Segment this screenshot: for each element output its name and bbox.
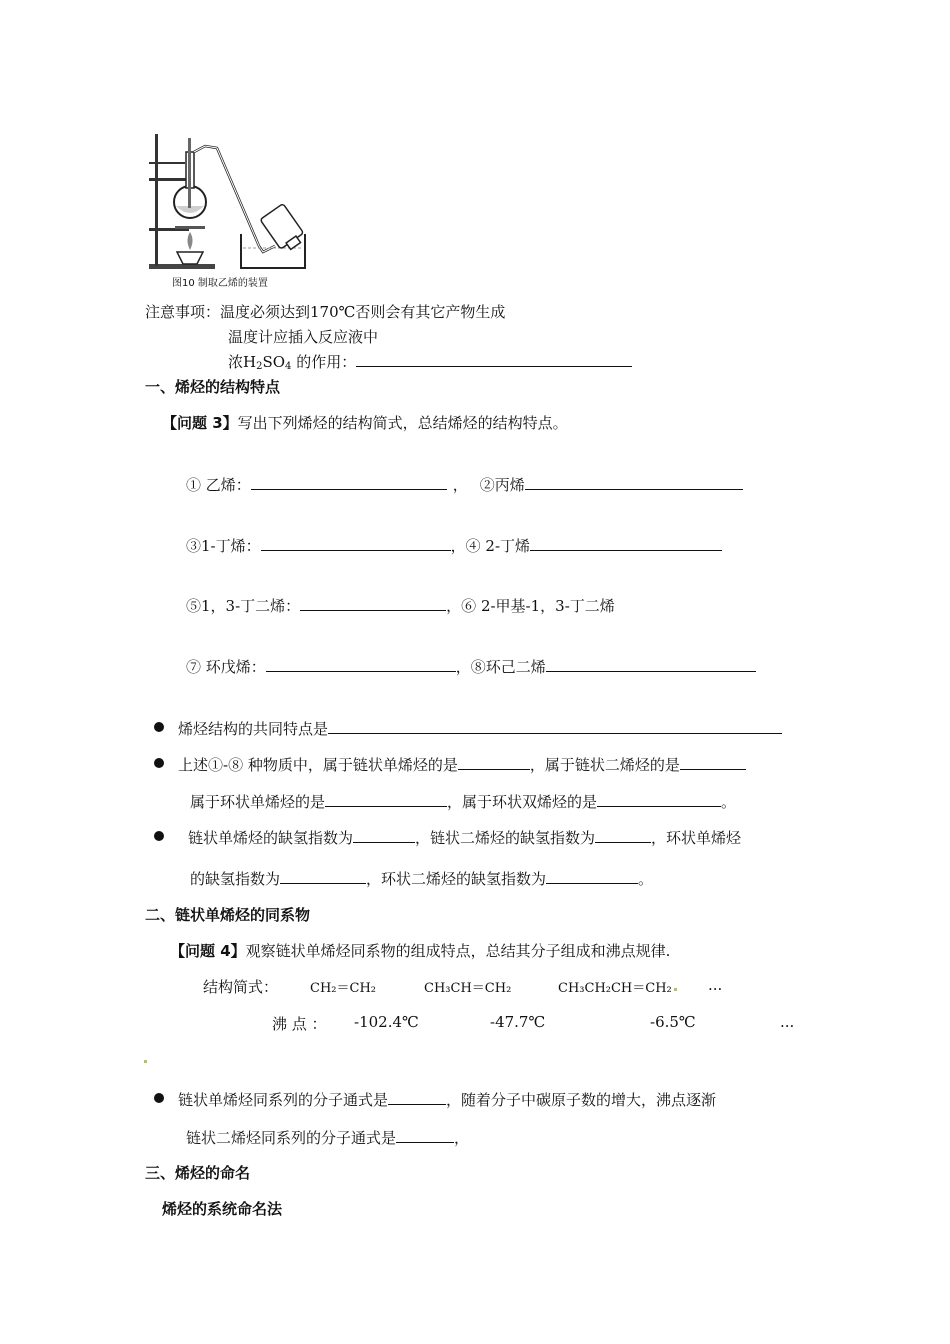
- answer-blank[interactable]: [280, 867, 366, 884]
- bullet-icon: [154, 758, 164, 768]
- item-row-1: ① 乙烯： ， ②丙烯: [186, 473, 743, 495]
- answer-blank[interactable]: [525, 473, 743, 490]
- bullet-classify: 上述①-⑧ 种物质中，属于链状单烯烃的是 ，属于链状二烯烃的是: [154, 753, 746, 775]
- note-thermometer: 温度计应插入反应液中: [228, 328, 379, 346]
- section3-title: 三、烯烃的命名: [145, 1164, 251, 1182]
- notes-label: 注意事项：: [145, 303, 221, 321]
- formula-ellipsis: ...: [708, 976, 723, 994]
- apparatus-figure: [145, 130, 315, 290]
- bullet-common-feature: 烯烃结构的共同特点是: [154, 717, 782, 739]
- bp-propylene: -47.7℃: [490, 1013, 546, 1031]
- ethylene-apparatus-illustration: [145, 130, 315, 275]
- formula-label: 结构简式：: [203, 978, 279, 996]
- formula-butene: CH₃CH₂CH＝CH₂: [558, 981, 672, 996]
- marker-dot: [144, 1060, 147, 1063]
- formula-propylene: CH₃CH＝CH₂: [424, 981, 512, 996]
- marker-dot: [674, 988, 677, 991]
- diene-formula-line: 链状二烯烃同系列的分子通式是 ，: [186, 1126, 469, 1148]
- item-row-2: ③1-丁烯： ，④ 2-丁烯: [186, 534, 722, 556]
- question3-text: 写出下列烯烃的结构简式，总结烯烃的结构特点。: [237, 414, 568, 432]
- answer-blank[interactable]: [356, 350, 632, 367]
- item-row-3: ⑤1，3-丁二烯： ，⑥ 2-甲基-1，3-丁二烯: [186, 594, 615, 616]
- bullet-formula-trend: 链状单烯烃同系列的分子通式是 ，随着分子中碳原子数的增大，沸点逐渐: [154, 1088, 716, 1110]
- bp-label: 沸 点 ：: [272, 1015, 327, 1033]
- answer-blank[interactable]: [458, 753, 530, 770]
- question3-tag: 【问题 3】: [162, 414, 238, 432]
- bp-ethylene: -102.4℃: [354, 1013, 419, 1031]
- answer-blank[interactable]: [597, 790, 721, 807]
- notes-line-1: [145, 301, 505, 322]
- bullet-h-deficiency: 链状单烯烃的缺氢指数为 ，链状二烯烃的缺氢指数为 ，环状单烯烃: [154, 826, 741, 848]
- answer-blank[interactable]: [530, 534, 722, 551]
- item-row-4: ⑦ 环戊烯： ，⑧环己二烯: [186, 655, 756, 677]
- section3-subtitle: 烯烃的系统命名法: [162, 1200, 283, 1218]
- question4-tag: 【问题 4】: [170, 942, 246, 960]
- bp-ellipsis: ...: [780, 1013, 795, 1031]
- answer-blank[interactable]: [328, 717, 782, 734]
- bullet-icon: [154, 722, 164, 732]
- section2-title: 二、链状单烯烃的同系物: [145, 906, 311, 924]
- answer-blank[interactable]: [388, 1088, 446, 1105]
- h-deficiency-line-2: 的缺氢指数为 ，环状二烯烃的缺氢指数为 。: [190, 867, 653, 889]
- answer-blank[interactable]: [325, 790, 447, 807]
- answer-blank[interactable]: [353, 826, 415, 843]
- figure-caption: 图10 制取乙烯的装置: [172, 278, 268, 289]
- answer-blank[interactable]: [261, 534, 451, 551]
- section1-title: 一、烯烃的结构特点: [145, 378, 281, 396]
- answer-blank[interactable]: [546, 867, 638, 884]
- note-sulfuric-acid: 浓$H_2SO_4$ 的作用：: [228, 350, 632, 372]
- bp-butene: -6.5℃: [650, 1013, 696, 1031]
- question4: [170, 940, 670, 961]
- answer-blank[interactable]: [266, 655, 456, 672]
- question3: [162, 412, 568, 433]
- classify-line-2: 属于环状单烯烃的是 ，属于环状双烯烃的是 。: [190, 790, 736, 812]
- answer-blank[interactable]: [680, 753, 746, 770]
- question4-text: 观察链状单烯烃同系物的组成特点，总结其分子组成和沸点规律.: [245, 942, 671, 960]
- answer-blank[interactable]: [300, 594, 446, 611]
- answer-blank[interactable]: [546, 655, 756, 672]
- note-temperature: 温度必须达到170℃否则会有其它产物生成: [220, 303, 506, 321]
- formula-ethylene: CH₂＝CH₂: [310, 981, 376, 996]
- answer-blank[interactable]: [595, 826, 651, 843]
- answer-blank[interactable]: [251, 473, 447, 490]
- answer-blank[interactable]: [396, 1126, 454, 1143]
- bullet-icon: [154, 831, 164, 841]
- bullet-icon: [154, 1093, 164, 1103]
